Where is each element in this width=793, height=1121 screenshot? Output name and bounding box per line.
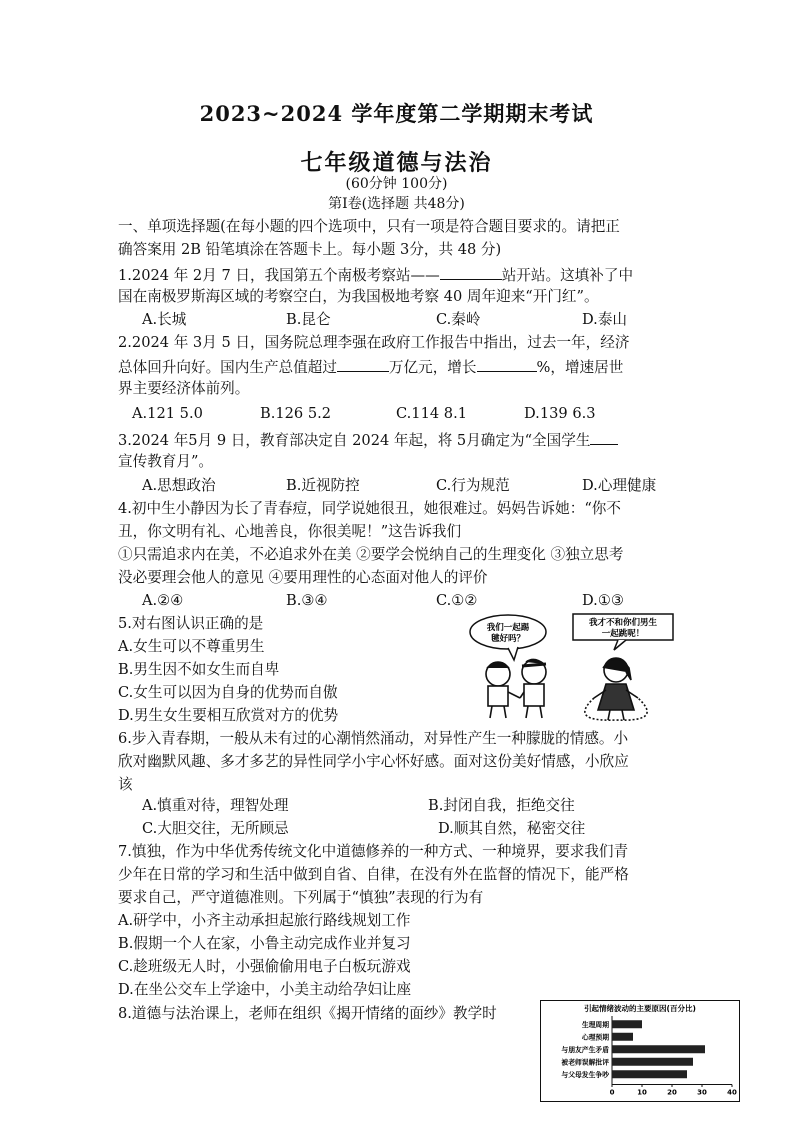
chart-x-tick-label: 20 <box>667 1088 677 1097</box>
q3-line-2: 宣传教育月”。 <box>118 453 214 470</box>
q7-line-1: 7.慎独，作为中华优秀传统文化中道德修养的一种方式、一种境界，要求我们青 <box>118 843 629 860</box>
q3-blank <box>590 429 618 445</box>
chart-bar <box>612 1045 705 1053</box>
chart-bar <box>612 1058 693 1066</box>
boy-figure-left <box>486 662 520 718</box>
q4-option-a: A.②④ <box>142 592 184 609</box>
q6-line-1: 6.步入青春期，一般从未有过的心潮悄然涌动，对异性产生一种朦胧的情感。小 <box>118 730 629 747</box>
q6-option-b: B.封闭自我，拒绝交往 <box>428 797 575 814</box>
q3-line-1 <box>118 429 618 451</box>
q6-option-c: C.大胆交往，无所顾忌 <box>142 820 289 837</box>
exam-subject: 七年级道德与法治 <box>300 150 493 176</box>
q4-line-1: 4.初中生小静因为长了青春痘，同学说她很丑，她很难过。妈妈告诉她：“你不 <box>118 500 621 517</box>
q7-option-a: A.研学中，小齐主动承担起旅行路线规划工作 <box>118 912 411 929</box>
q6-option-d: D.顺其自然，秘密交往 <box>438 820 586 837</box>
emotion-cause-chart <box>540 1000 740 1102</box>
q3-line-1-text: 3.2024 年5月 9 日，教育部决定自 2024 年起，将 5月确定为“全国学生 <box>118 432 591 449</box>
instruction-line-2: 确答案用 2B 铅笔填涂在答题卡上。每小题 3分，共 48 分) <box>118 241 502 258</box>
chart-bar <box>612 1033 633 1041</box>
q2-option-c: C.114 8.1 <box>396 405 467 422</box>
q4-line-3: ①只需追求内在美，不必追求外在美 ②要学会悦纳自己的生理变化 ③独立思考 <box>118 546 624 563</box>
q1-line-1-a: 1.2024 年 2月 7 日，我国第五个南极考察站—— <box>118 267 440 284</box>
q2-line-2-b: 万亿元，增长 <box>388 359 477 376</box>
exam-part: 第Ⅰ卷(选择题 共48分) <box>328 196 465 212</box>
chart-x-tick-label: 0 <box>609 1088 615 1097</box>
q1-line-1-b: 站开站。这填补了中 <box>501 267 634 284</box>
girl-figure <box>585 658 647 720</box>
q7-option-b: B.假期一个人在家，小鲁主动完成作业并复习 <box>118 935 411 952</box>
chart-x-tick-label: 10 <box>637 1088 647 1097</box>
chart-category-label: 被老师误解批评 <box>561 1058 609 1067</box>
q1-line-1 <box>118 264 633 286</box>
q5-cartoon <box>468 612 678 722</box>
q2-option-d: D.139 6.3 <box>524 405 596 422</box>
instruction-line-1: 一、单项选择题(在每小题的四个选项中，只有一项是符合题目要求的。请把正 <box>118 218 620 235</box>
q4-option-b: B.③④ <box>286 592 328 609</box>
q3-option-c: C.行为规范 <box>436 477 510 494</box>
q1-line-2: 国在南极罗斯海区域的考察空白，为我国极地考察 40 周年迎来“开门红”。 <box>118 288 599 305</box>
q7-line-3: 要求自己，严守道德准则。下列属于“慎独”表现的行为有 <box>118 889 484 906</box>
chart-x-tick-label: 40 <box>727 1088 737 1097</box>
q2-blank-2 <box>477 356 537 372</box>
q1-option-d: D.泰山 <box>582 311 628 328</box>
bubble-left-line-2: 毽好吗？ <box>490 634 526 644</box>
q4-option-c: C.①② <box>436 592 478 609</box>
q5-option-a: A.女生可以不尊重男生 <box>118 638 265 655</box>
q2-option-b: B.126 5.2 <box>260 405 332 422</box>
q5-option-b: B.男生因不如女生而自卑 <box>118 661 280 678</box>
q3-option-b: B.近视防控 <box>286 477 360 494</box>
q3-option-d: D.心理健康 <box>582 477 657 494</box>
chart-category-label: 与朋友产生矛盾 <box>561 1045 609 1054</box>
q2-line-2-a: 总体回升向好。国内生产总值超过 <box>118 359 337 376</box>
q2-line-1: 2.2024 年 3月 5 日，国务院总理李强在政府工作报告中指出，过去一年，经济 <box>118 334 630 351</box>
q7-line-2: 少年在日常的学习和生活中做到自省、自律，在没有外在监督的情况下，能严格 <box>118 866 629 883</box>
q3-option-a: A.思想政治 <box>142 477 216 494</box>
q4-line-4: 没必要理会他人的意见 ④要用理性的心态面对他人的评价 <box>118 569 488 586</box>
q6-option-a: A.慎重对待，理智处理 <box>142 797 289 814</box>
q1-option-b: B.昆仑 <box>286 311 331 328</box>
chart-category-label: 生理周期 <box>581 1020 609 1029</box>
q6-line-3: 该 <box>118 776 133 793</box>
q4-option-d: D.①③ <box>582 592 624 609</box>
bubble-right-line-1: 我才不和你们男生 <box>588 618 658 628</box>
q2-line-3: 界主要经济体前列。 <box>118 380 250 397</box>
chart-x-tick-label: 30 <box>697 1088 707 1097</box>
q8-line-1: 8.道德与法治课上，老师在组织《揭开情绪的面纱》教学时 <box>118 1005 497 1022</box>
q7-option-c: C.趁班级无人时，小强偷偷用电子白板玩游戏 <box>118 958 411 975</box>
q2-line-2-c: %，增速居世 <box>536 359 624 376</box>
speech-bubble-right-tail <box>614 640 626 650</box>
q2-option-a: A.121 5.0 <box>132 405 203 422</box>
exam-time-score: (60分钟 100分) <box>345 176 448 192</box>
bubble-right-line-2: 一起跳呢！ <box>601 629 645 639</box>
exam-title: 2023~2024 学年度第二学期期末考试 <box>199 101 594 126</box>
q5-option-d: D.男生女生要相互欣赏对方的优势 <box>118 707 339 724</box>
q5-stem: 5.对右图认识正确的是 <box>118 615 264 632</box>
q1-option-a: A.长城 <box>142 311 187 328</box>
chart-title: 引起情绪波动的主要原因(百分比) <box>584 1004 696 1013</box>
bubble-left-line-1: 我们一起踢 <box>486 623 530 633</box>
q2-line-2 <box>118 356 623 378</box>
q4-line-2: 丑，你文明有礼、心地善良，你很美呢！”这告诉我们 <box>118 523 462 540</box>
q2-blank-1 <box>337 356 389 372</box>
chart-bar <box>612 1070 687 1078</box>
chart-category-label: 心理预期 <box>581 1033 609 1042</box>
q5-option-c: C.女生可以因为自身的优势而自傲 <box>118 684 338 701</box>
boy-figure-right <box>520 659 546 718</box>
q1-option-c: C.秦岭 <box>436 311 481 328</box>
chart-bar <box>612 1020 642 1028</box>
speech-bubble-left-tail <box>508 647 518 660</box>
q6-line-2: 欣对幽默风趣、多才多艺的异性同学小宇心怀好感。面对这份美好情感，小欣应 <box>118 753 629 770</box>
q1-blank <box>440 264 502 280</box>
chart-category-label: 与父母发生争吵 <box>561 1070 609 1079</box>
q7-option-d: D.在坐公交车上学途中，小美主动给孕妇让座 <box>118 981 412 998</box>
